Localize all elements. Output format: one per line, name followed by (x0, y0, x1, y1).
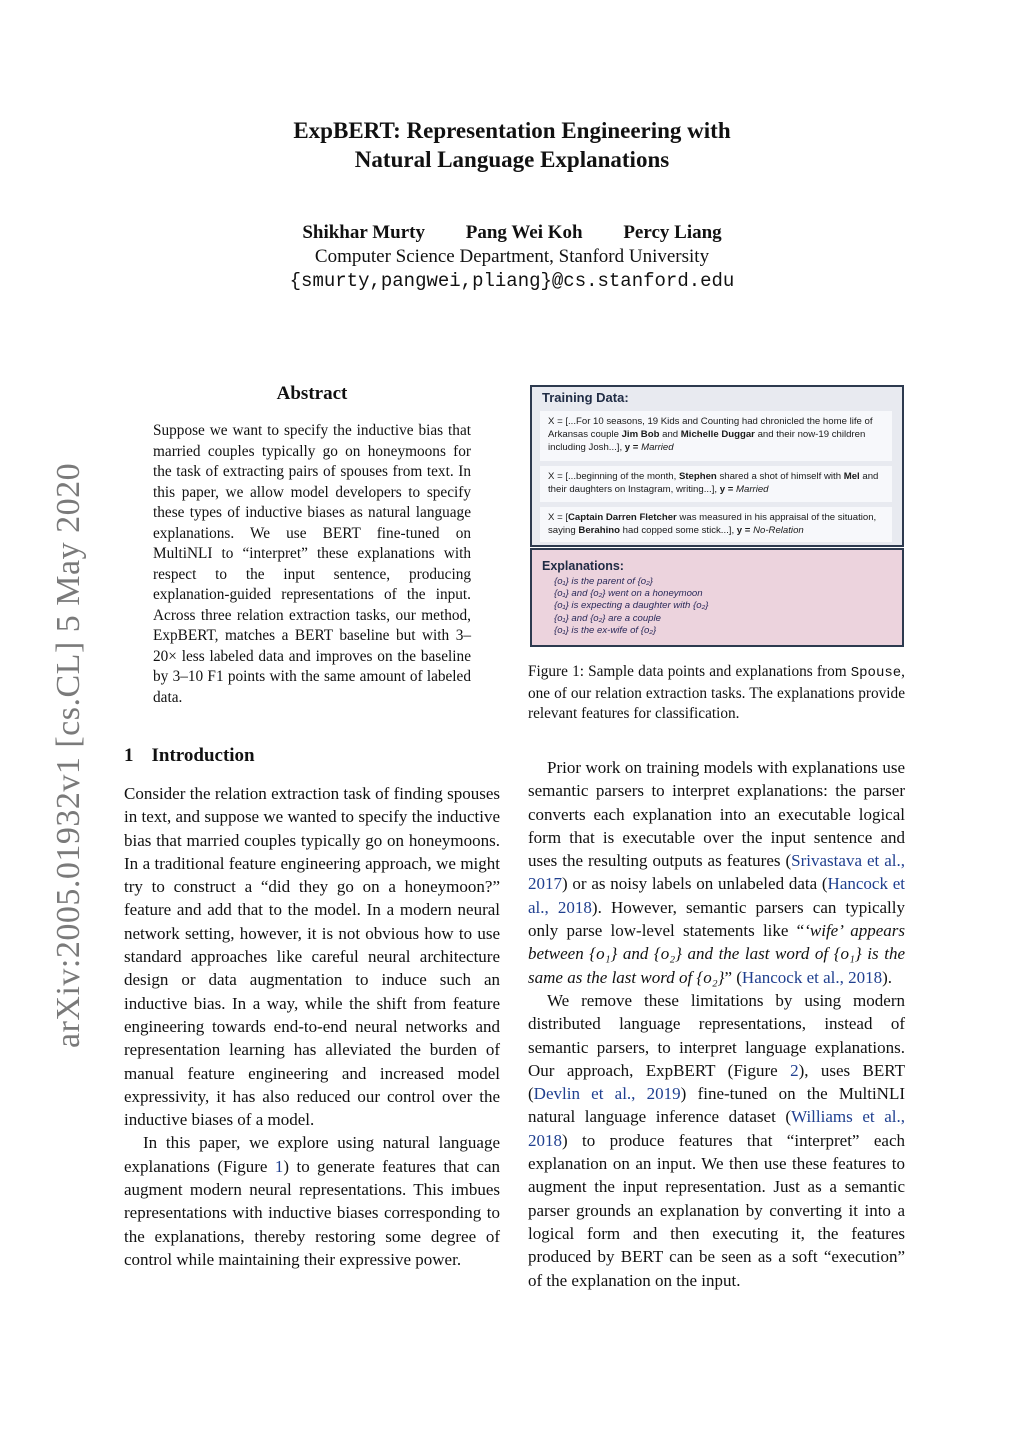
figure-caption: Figure 1: Sample data points and explanations from Spouse, one of our relation extraction tasks. The explanations provide relevant features for classification. (528, 663, 905, 722)
citation-link[interactable]: Srivastava et al., 2017 (528, 851, 906, 894)
explanations-list (554, 576, 708, 637)
section-title: Introduction (151, 745, 255, 766)
title-line-2: Natural Language Explanations (354, 147, 670, 172)
abstract-body: Suppose we want to specify the inductive bias that married couples typically go on honeymoons for the task of extracting pairs of spouses from text. In this paper, we allow model developers to specify these types of inductive biases as natural language explanations. We use BERT fine-tuned on MultiNLI to “interpret” these explanations with respect to the input sentence, producing explanation-guided representations of the input. Across three relation extraction tasks, our method, ExpBERT, matches a BERT baseline but with 3–20× less labeled data and improves on the baseline by 3–10 F1 points with the same amount of labeled data. (153, 422, 471, 706)
body-paragraph: We remove these limitations by using modern distributed language representations, instead of semantic parsers, to interpret language explanations. Our approach, ExpBERT (Figure 2), uses BERT (Devlin et al., 2019) fine-tuned on the MultiNLI natural language inference dataset (Williams et al., 2018) to produce features that “interpret” each explanation on an input. We then use these features to augment the input representation. Just as a semantic parser grounds an explanation by converting it into a logical form and then executing it, the features produced by BERT can be seen as a soft “execution” of the explanation on the input. (528, 990, 905, 1290)
example-statement: ‘wife’ appears between {o₁} and {o₂} and the last word of {o₁} is the same as the last word of {o₂} (528, 921, 906, 987)
left-column (124, 782, 500, 1271)
section-number: 1 (124, 745, 134, 766)
intro-paragraph-1: Consider the relation extraction task of finding spouses in text, and suppose we wanted to specify the inductive bias that married couples typically go on honeymoons. In a traditional feature engineering approach, we might try to construct a “did they go on a honeymoon?” feature and add that to the model. In a modern neural network setting, however, it is not obvious how to use standard approaches like careful neural architecture design or data augmentation to induce such an inductive bias. In a way, while the shift from feature engineering towards end-to-end neural networks and representation learning has alleviated the burden of manual feature engineering and increased model expressivity, it has also reduced our control over the inductive biases of a model. (124, 784, 500, 1130)
abstract-heading: Abstract (276, 383, 348, 404)
author-name: Pang Wei Koh (465, 222, 583, 243)
title-line-1: ExpBERT: Representation Engineering with (293, 118, 731, 143)
training-sample: X = [Captain Darren Fletcher was measured in his appraisal of the situation, saying Berahino had copped some stick...], y = No-Relation (540, 507, 892, 542)
author-email: {smurty,pangwei,pliang}@cs.stanford.edu (289, 270, 735, 292)
training-data-title: Training Data: (542, 390, 629, 405)
citation-link[interactable]: Hancock et al., 2018 (741, 967, 883, 987)
figure-reference[interactable]: 2 (790, 1060, 799, 1080)
author-name: Percy Liang (623, 222, 722, 243)
explanation-item: {o₁} is the ex-wife of {o₂} (554, 624, 657, 636)
section-heading (124, 745, 255, 767)
arxiv-identifier: arXiv:2005.01932v1 [cs.CL] 5 May 2020 (50, 462, 87, 1048)
explanations-panel (530, 548, 904, 647)
citation-link[interactable]: Williams et al., 2018 (528, 1107, 905, 1150)
author-name: Shikhar Murty (302, 222, 425, 243)
citation-link[interactable]: Devlin et al., 2019 (533, 1084, 681, 1104)
citation-link[interactable]: Hancock et al., 2018 (528, 874, 905, 917)
intro-paragraph-2: In this paper, we explore using natural language explanations (Figure 1) to generate features that can augment modern neural representations. This imbues representations with inductive biases corresponding to the explanations, thereby restoring some degree of control while maintaining their expressive power. (124, 1133, 500, 1269)
explanation-item: {o₁} and {o₂} went on a honeymoon (554, 588, 703, 600)
affiliation: Computer Science Department, Stanford University (314, 246, 710, 267)
explanation-item: {o₁} is expecting a daughter with {o₂} (554, 600, 709, 612)
right-column (528, 756, 905, 1292)
paper-title (0, 116, 1024, 174)
explanation-item: {o₁} is the parent of {o₂} (554, 576, 653, 587)
training-sample: X = [...beginning of the month, Stephen shared a shot of himself with Mel and their daughters on Instagram, writing...], y = Married (540, 466, 892, 502)
explanations-title: Explanations: (542, 559, 624, 573)
training-sample: X = [...For 10 seasons, 19 Kids and Counting had chronicled the home life of Arkansas couple Jim Bob and Michelle Duggar and their now-19 children including Josh...], y = Married (540, 411, 892, 461)
body-paragraph: Prior work on training models with explanations use semantic parsers to interpret explanations: the parser converts each explanation into an executable logical form that is executable over the input sentence and uses the resulting outputs as features (Srivastava et al., 2017) or as noisy labels on unlabeled data (Hancock et al., 2018). However, semantic parsers can typically only parse low-level statements like “‘wife’ appears between {o₁} and {o₂} and the last word of {o₁} is the same as the last word of {o₂}” (Hancock et al., 2018). (528, 758, 906, 987)
figure-reference[interactable]: 1 (274, 1156, 284, 1176)
training-data-panel (530, 385, 904, 547)
figure-1 (530, 385, 904, 647)
explanation-item: {o₁} and {o₂} are a couple (554, 612, 661, 624)
author-list (0, 222, 1024, 244)
